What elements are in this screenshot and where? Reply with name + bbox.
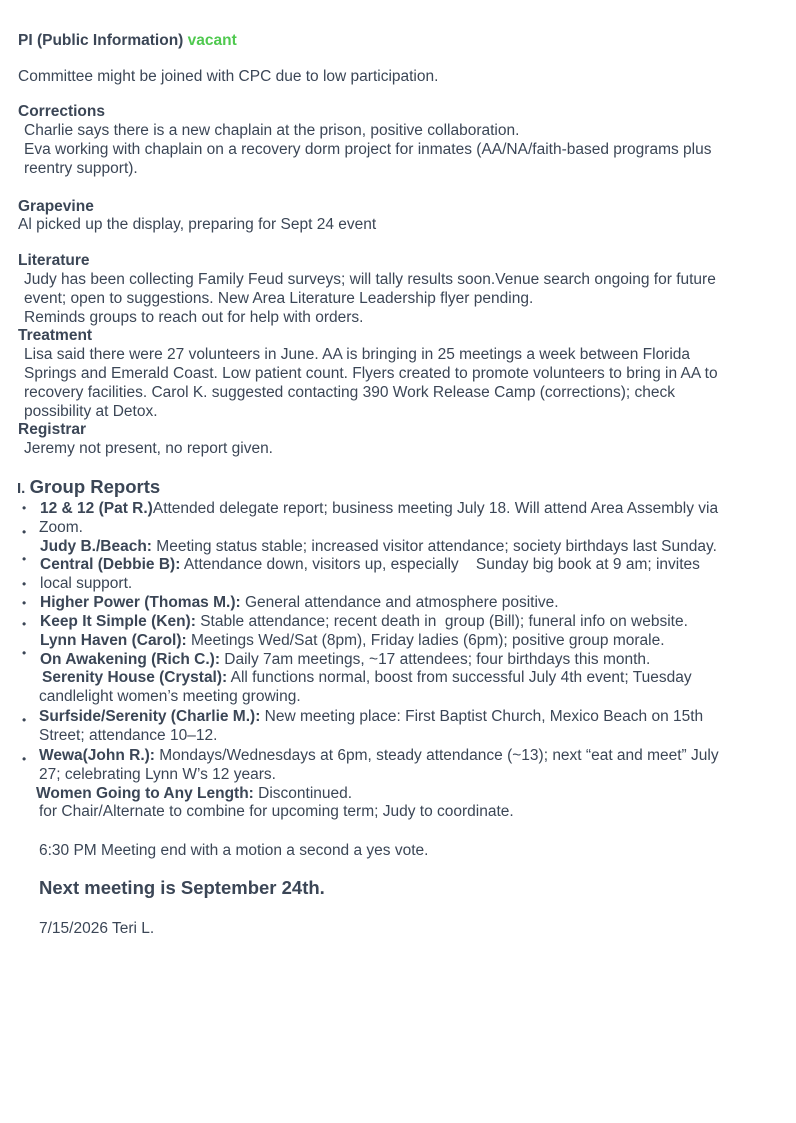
group-report-item: [39, 707, 703, 726]
treatment-line: Lisa said there were 27 volunteers in June. AA is bringing in 25 meetings a week between Florida: [24, 346, 691, 363]
group-report-item: [40, 593, 559, 612]
bullet-icon: •: [22, 525, 27, 539]
group-report-text: Attendance down, visitors up, especially Sunday big book at 9 am; invites: [180, 556, 700, 573]
group-report-item: [40, 537, 717, 556]
group-name: Women Going to Any Length:: [36, 785, 254, 802]
group-name: Judy B./Beach:: [40, 538, 152, 555]
pi-heading: PI (Public Information): [18, 32, 184, 49]
group-report-cont: Street; attendance 10–12.: [39, 727, 218, 744]
treatment-line: possibility at Detox.: [24, 403, 158, 420]
group-report-text: Discontinued.: [253, 785, 353, 802]
group-name: Central (Debbie B):: [40, 556, 181, 573]
group-report-cont: 27; celebrating Lynn W’s 12 years.: [39, 766, 276, 783]
group-report-text: Attended delegate report; business meeting July 18. Will attend Area Assembly via: [152, 500, 719, 517]
group-reports-numeral: I.: [17, 480, 26, 497]
group-report-item: [40, 555, 700, 574]
grapevine-line: Al picked up the display, preparing for Sept 24 event: [18, 216, 377, 233]
group-report-item: [42, 668, 692, 687]
pi-note: Committee might be joined with CPC due to low participation.: [18, 68, 439, 85]
group-name: Lynn Haven (Carol):: [40, 632, 187, 649]
registrar-heading: Registrar: [18, 421, 87, 438]
group-name: Keep It Simple (Ken):: [40, 613, 196, 630]
treatment-line: Springs and Emerald Coast. Low patient count. Flyers created to promote volunteers to bring in AA to: [24, 365, 718, 382]
group-report-item: [40, 499, 718, 518]
corrections-line: reentry support).: [24, 160, 138, 177]
group-name: Serenity House (Crystal):: [42, 669, 228, 686]
group-report-text: Meetings Wed/Sat (8pm), Friday ladies (6pm); positive group morale.: [186, 632, 665, 649]
bullet-icon: •: [22, 596, 27, 610]
group-name: Surfside/Serenity (Charlie M.):: [39, 708, 261, 725]
bullet-icon: •: [22, 577, 27, 591]
literature-heading: Literature: [18, 252, 90, 269]
corrections-heading: Corrections: [18, 103, 105, 120]
group-report-text: All functions normal, boost from successful July 4th event; Tuesday: [227, 669, 692, 686]
group-reports-heading: [17, 477, 160, 498]
grapevine-heading: Grapevine: [18, 198, 94, 215]
corrections-line: Eva working with chaplain on a recovery dorm project for inmates (AA/NA/faith-based programs plus: [24, 141, 712, 158]
group-report-text: Daily 7am meetings, ~17 attendees; four birthdays this month.: [219, 651, 651, 668]
registrar-line: Jeremy not present, no report given.: [24, 440, 273, 457]
bullet-icon: •: [22, 617, 27, 631]
literature-line: Judy has been collecting Family Feud surveys; will tally results soon.Venue search ongoing for future: [24, 271, 716, 288]
bullet-icon: •: [22, 501, 27, 515]
signature-line: 7/15/2026 Teri L.: [39, 920, 155, 937]
group-report-text: Meeting status stable; increased visitor attendance; society birthdays last Sunday.: [151, 538, 717, 555]
corrections-line: Charlie says there is a new chaplain at the prison, positive collaboration.: [24, 122, 520, 139]
bullet-icon: •: [22, 713, 27, 727]
group-report-item: [40, 612, 688, 631]
group-report-text: Mondays/Wednesdays at 6pm, steady attendance (~13); next “eat and meet” July: [154, 747, 719, 764]
pi-heading-line: [18, 31, 237, 50]
group-report-item: [40, 631, 665, 650]
group-name: 12 & 12 (Pat R.): [40, 500, 153, 517]
literature-line: Reminds groups to reach out for help with orders.: [24, 309, 364, 326]
group-report-text: New meeting place: First Baptist Church, Mexico Beach on 15th: [260, 708, 704, 725]
group-report-cont: local support.: [40, 575, 133, 592]
group-report-cont: Zoom.: [39, 519, 83, 536]
group-report-cont: candlelight women’s meeting growing.: [39, 688, 301, 705]
bullet-icon: •: [22, 752, 27, 766]
treatment-line: recovery facilities. Carol K. suggested contacting 390 Work Release Camp (corrections); check: [24, 384, 675, 401]
group-report-text: Stable attendance; recent death in group (Bill); funeral info on website.: [195, 613, 688, 630]
group-name: Higher Power (Thomas M.):: [40, 594, 241, 611]
bullet-icon: •: [22, 552, 27, 566]
group-name: On Awakening (Rich C.):: [40, 651, 220, 668]
bullet-icon: •: [22, 646, 27, 660]
literature-line: event; open to suggestions. New Area Literature Leadership flyer pending.: [24, 290, 534, 307]
group-report-item: [36, 784, 352, 803]
next-meeting: Next meeting is September 24th.: [39, 877, 325, 898]
group-report-cont: for Chair/Alternate to combine for upcoming term; Judy to coordinate.: [39, 803, 514, 820]
group-report-item: [39, 746, 719, 765]
group-name: Wewa(John R.):: [39, 747, 155, 764]
pi-status: vacant: [187, 32, 237, 49]
treatment-heading: Treatment: [18, 327, 93, 344]
group-report-text: General attendance and atmosphere positive.: [240, 594, 559, 611]
group-reports-title: Group Reports: [29, 476, 161, 497]
group-report-item: [40, 650, 650, 669]
meeting-end: 6:30 PM Meeting end with a motion a second a yes vote.: [39, 842, 429, 859]
